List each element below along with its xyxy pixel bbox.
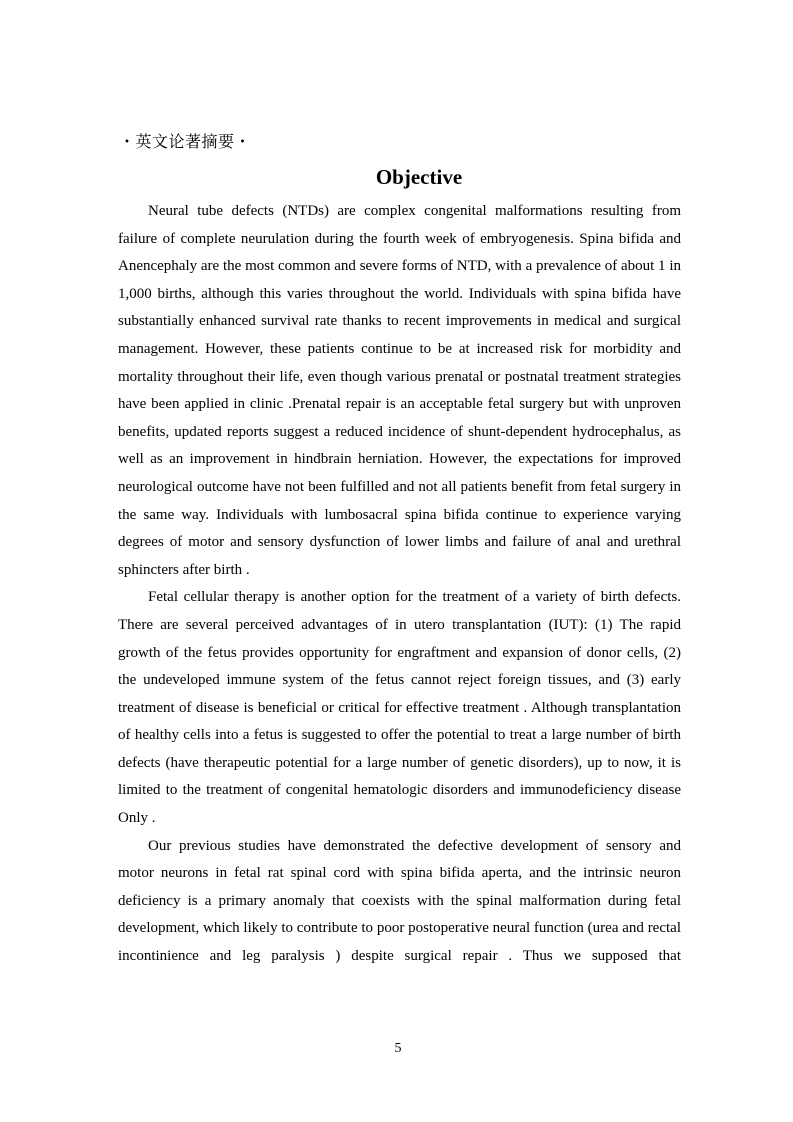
paragraph-1: Neural tube defects (NTDs) are complex congenital malformations resulting from failure of complete neurulation during the fourth week of embryogenesis. Spina bifida and Anencephaly are the most common and severe forms of NTD, with a prevalence of about 1 in 1,000 births, although this varies throughout the world. Individuals with spina bifida have substantially enhanced survival rate thanks to recent improvements in medical and surgical management. However, these patients continue to be at increased risk for morbidity and mortality throughout their life, even though various prenatal or postnatal treatment strategies have been applied in clinic .Prenatal repair is an acceptable fetal surgery but with unproven benefits, updated reports suggest a reduced incidence of shunt-dependent hydrocephalus, as well as an improvement in hindbrain herniation. However, the expectations for improved neurological outcome have not been fulfilled and not all patients benefit from fetal surgery in the same way. Individuals with lumbosacral spina bifida continue to experience varying degrees of motor and sensory dysfunction of lower limbs and failure of anal and urethral sphincters after birth . xyxy=(118,203,681,578)
body-text xyxy=(118,198,681,971)
page-number: 5 xyxy=(394,1041,402,1056)
paragraph-2: Fetal cellular therapy is another option for the treatment of a variety of birth defects. There are several perceived advantages of in utero transplantation (IUT): (1) The rapid growth of the fetus provides opportunity for engraftment and expansion of donor cells, (2) the undeveloped immune system of the fetus cannot reject foreign tissues, and (3) early treatment of disease is beneficial or critical for effective treatment . Although transplantation of healthy cells into a fetus is suggested to offer the potential to treat a large number of birth defects (have therapeutic potential for a large number of genetic disorders), up to now, it is limited to the treatment of congenital hematologic disorders and immunodeficiency disease Only . xyxy=(118,589,681,827)
section-heading: Objective xyxy=(375,165,463,189)
paragraph-3: Our previous studies have demonstrated the defective development of sensory and motor neurons in fetal rat spinal cord with spina bifida aperta, and the intrinsic neuron deficiency is a primary anomaly that coexists with the spinal malformation during fetal development, which likely to contribute to poor postoperative neural function (urea and rectal incontinience and leg paralysis ) despite surgical repair . Thus we supposed that xyxy=(118,837,681,965)
section-label: ・英文论著摘要・ xyxy=(119,132,252,151)
